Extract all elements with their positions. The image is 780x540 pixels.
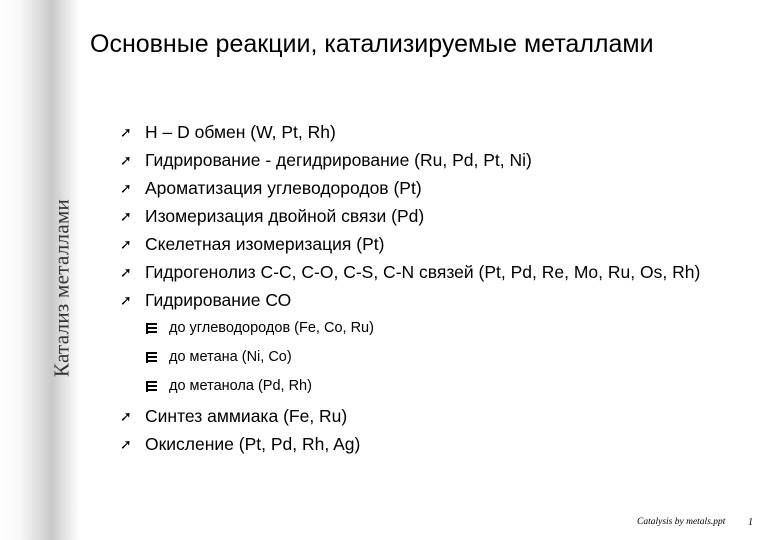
list-item-text: Окисление (Pt, Pd, Rh, Ag) bbox=[145, 434, 361, 454]
arrow-bullet-icon: ➚ bbox=[120, 236, 132, 252]
arrow-bullet-icon: ➚ bbox=[120, 180, 132, 196]
list-item-text: Гидрогенолиз С-С, С-О, С-S, C-N связей (Pt, Pd, Re, Mo, Ru, Os, Rh) bbox=[145, 262, 701, 282]
sub-list-item bbox=[146, 318, 718, 338]
sub-list-item bbox=[146, 347, 718, 367]
square-bullet-icon bbox=[146, 352, 157, 363]
page-title: Основные реакции, катализируемые металлами bbox=[90, 30, 654, 58]
sub-list-item bbox=[146, 376, 718, 396]
sub-list-item-text: до метана (Ni, Co) bbox=[169, 349, 292, 365]
page-number: 1 bbox=[748, 517, 753, 528]
sub-list-item-text: до углеводородов (Fe, Co, Ru) bbox=[169, 320, 374, 336]
list-item-text: Ароматизация углеводородов (Pt) bbox=[145, 178, 422, 198]
footer-filename: Catalysis by metals.ppt bbox=[637, 517, 726, 527]
list-item bbox=[118, 122, 718, 143]
arrow-bullet-icon: ➚ bbox=[120, 208, 132, 224]
sub-bullet-list bbox=[118, 318, 718, 396]
arrow-bullet-icon: ➚ bbox=[120, 152, 132, 168]
square-bullet-icon bbox=[146, 381, 157, 392]
list-item bbox=[118, 178, 718, 199]
list-item-text: Синтез аммиака (Fe, Ru) bbox=[145, 406, 348, 426]
arrow-bullet-icon: ➚ bbox=[120, 408, 132, 424]
list-item-text: Скелетная изомеризация (Pt) bbox=[145, 234, 385, 254]
arrow-bullet-icon: ➚ bbox=[120, 264, 132, 280]
list-item bbox=[118, 234, 718, 255]
list-item bbox=[118, 406, 718, 427]
arrow-bullet-icon: ➚ bbox=[120, 436, 132, 452]
list-item-text: Изомеризация двойной связи (Pd) bbox=[145, 206, 425, 226]
list-item-text: Гидрирование - дегидрирование (Ru, Pd, Pt, Ni) bbox=[145, 150, 532, 170]
square-bullet-icon bbox=[146, 323, 157, 334]
list-item bbox=[118, 290, 718, 311]
side-title: Катализ металлами bbox=[49, 198, 74, 378]
list-item bbox=[118, 206, 718, 227]
list-item-text: Н – D обмен (W, Pt, Rh) bbox=[145, 122, 336, 142]
list-item bbox=[118, 262, 718, 283]
arrow-bullet-icon: ➚ bbox=[120, 292, 132, 308]
arrow-bullet-icon: ➚ bbox=[120, 124, 132, 140]
sub-list-item-text: до метанола (Pd, Rh) bbox=[169, 378, 312, 394]
list-item bbox=[118, 150, 718, 171]
bullet-list bbox=[118, 122, 718, 462]
list-item-text: Гидрирование СО bbox=[145, 290, 292, 310]
list-item bbox=[118, 434, 718, 455]
